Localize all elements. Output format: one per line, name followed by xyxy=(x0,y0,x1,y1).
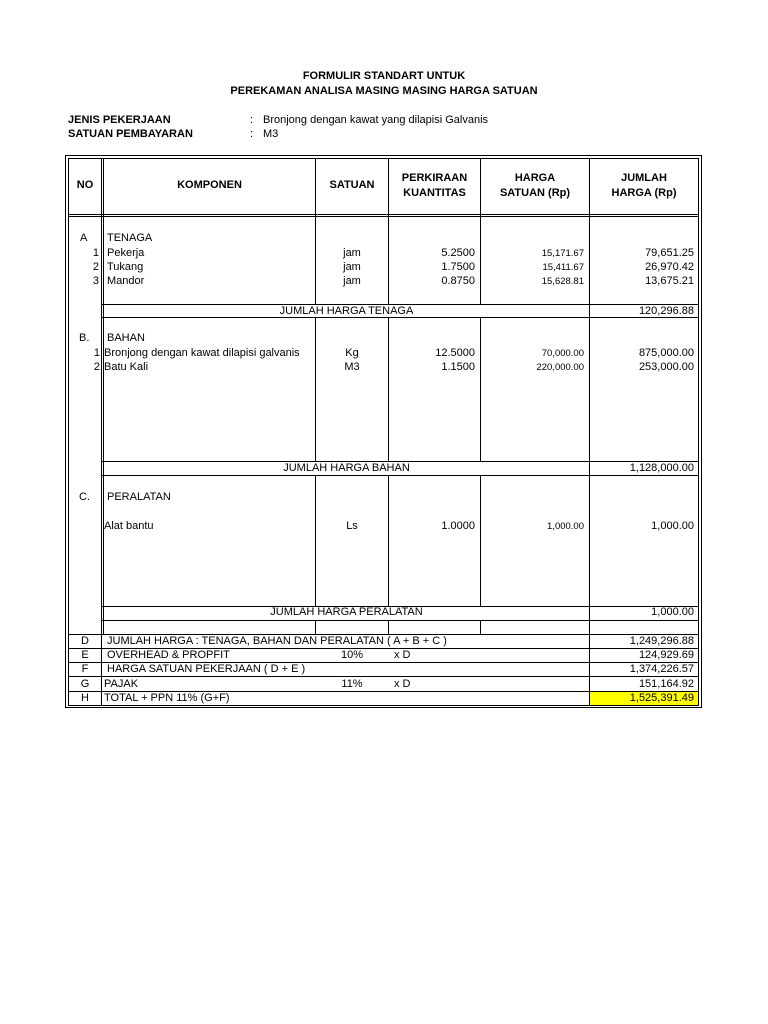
summary-letter: D xyxy=(81,635,89,647)
summary-letter: F xyxy=(81,663,89,675)
section-c-title: PERALATAN xyxy=(107,491,171,503)
summary-value: 151,164.92 xyxy=(638,678,694,690)
row-satuan: jam xyxy=(343,275,361,287)
row-komponen: Bronjong dengan kawat dilapisi galvanis xyxy=(104,347,300,359)
jenis-pekerjaan-label: JENIS PEKERJAAN xyxy=(68,114,171,126)
header-kuantitas-2: KUANTITAS xyxy=(403,187,466,199)
row-harga: 15,171.67 xyxy=(541,248,584,259)
satuan-pembayaran-label: SATUAN PEMBAYARAN xyxy=(68,128,193,140)
row-harga: 15,628.81 xyxy=(541,276,584,287)
row-komponen: Batu Kali xyxy=(104,361,149,373)
summary-label: PAJAK xyxy=(104,678,139,690)
row-kuantitas: 5.2500 xyxy=(441,247,475,259)
section-b-letter: B. xyxy=(79,332,90,344)
subtotal-tenaga-value: 120,296.88 xyxy=(638,305,694,317)
summary-value: 1,249,296.88 xyxy=(629,635,694,647)
header-jumlah-2: HARGA (Rp) xyxy=(611,187,677,199)
summary-letter: E xyxy=(81,649,89,661)
header-harga-2: SATUAN (Rp) xyxy=(499,187,571,199)
row-no: 1 xyxy=(92,247,99,259)
row-no: 3 xyxy=(92,275,99,287)
summary-label: JUMLAH HARGA : TENAGA, BAHAN DAN PERALATAN ( A + B + C ) xyxy=(107,635,447,647)
row-jumlah: 1,000.00 xyxy=(651,520,694,532)
row-komponen: Tukang xyxy=(107,261,144,273)
row-jumlah: 79,651.25 xyxy=(645,247,694,259)
row-kuantitas: 1.0000 xyxy=(441,520,475,532)
row-komponen: Mandor xyxy=(107,275,145,287)
row-satuan: Ls xyxy=(346,520,358,532)
header-harga-1: HARGA xyxy=(514,172,556,184)
row-kuantitas: 1.7500 xyxy=(441,261,475,273)
row-jumlah: 253,000.00 xyxy=(638,361,694,373)
row-harga: 1,000.00 xyxy=(547,521,584,532)
row-komponen: Pekerja xyxy=(107,247,145,259)
row-kuantitas: 0.8750 xyxy=(441,275,475,287)
row-no: 2 xyxy=(93,361,100,373)
row-satuan: jam xyxy=(343,247,361,259)
section-c-letter: C. xyxy=(79,491,90,503)
header-no: NO xyxy=(76,179,94,191)
jenis-pekerjaan-value: Bronjong dengan kawat yang dilapisi Galvanis xyxy=(263,114,489,126)
form-title-line2: PEREKAMAN ANALISA MASING MASING HARGA SATUAN xyxy=(230,85,538,97)
subtotal-bahan-value: 1,128,000.00 xyxy=(629,462,694,474)
summary-times-d: x D xyxy=(394,678,411,690)
summary-letter: H xyxy=(81,692,89,704)
subtotal-tenaga-label: JUMLAH HARGA TENAGA xyxy=(279,305,414,317)
header-komponen: KOMPONEN xyxy=(177,179,242,191)
row-kuantitas: 12.5000 xyxy=(435,347,475,359)
row-kuantitas: 1.1500 xyxy=(441,361,475,373)
row-komponen: Alat bantu xyxy=(104,520,154,532)
row-harga: 15,411.67 xyxy=(542,262,584,273)
row-jumlah: 875,000.00 xyxy=(638,347,694,359)
row-satuan: Kg xyxy=(345,347,359,359)
section-b-title: BAHAN xyxy=(107,332,145,344)
satuan-pembayaran-value: M3 xyxy=(263,128,279,140)
header-satuan: SATUAN xyxy=(329,179,375,191)
summary-times-d: x D xyxy=(394,649,411,661)
row-jumlah: 13,675.21 xyxy=(645,275,694,287)
subtotal-bahan-label: JUMLAH HARGA BAHAN xyxy=(283,462,410,474)
subtotal-peralatan-label: JUMLAH HARGA PERALATAN xyxy=(270,606,423,618)
row-harga: 70,000.00 xyxy=(541,348,584,359)
summary-label: HARGA SATUAN PEKERJAAN ( D + E ) xyxy=(107,663,306,675)
summary-value: 1,374,226.57 xyxy=(629,663,694,675)
summary-letter: G xyxy=(80,678,90,690)
summary-percent: 10% xyxy=(340,649,364,661)
summary-label: OVERHEAD & PROPFIT xyxy=(107,649,230,661)
summary-value: 124,929.69 xyxy=(638,649,694,661)
header-kuantitas-1: PERKIRAAN xyxy=(401,172,468,184)
section-a-letter: A xyxy=(80,232,88,244)
row-satuan: jam xyxy=(343,261,361,273)
row-harga: 220,000.00 xyxy=(536,362,584,373)
row-jumlah: 26,970.42 xyxy=(645,261,694,273)
header-jumlah-1: JUMLAH xyxy=(621,172,667,184)
row-no: 1 xyxy=(93,347,100,359)
satuan-pembayaran-colon: : xyxy=(250,128,254,140)
grand-total-value: 1,525,391.49 xyxy=(629,692,694,704)
form-title-line1: FORMULIR STANDART UNTUK xyxy=(302,70,466,82)
row-no: 2 xyxy=(92,261,99,273)
jenis-pekerjaan-colon: : xyxy=(250,114,254,126)
subtotal-peralatan-value: 1,000.00 xyxy=(651,606,694,618)
summary-percent: 11% xyxy=(341,678,363,690)
row-satuan: M3 xyxy=(344,361,360,373)
section-a-title: TENAGA xyxy=(107,232,153,244)
summary-label: TOTAL + PPN 11% (G+F) xyxy=(104,692,230,704)
